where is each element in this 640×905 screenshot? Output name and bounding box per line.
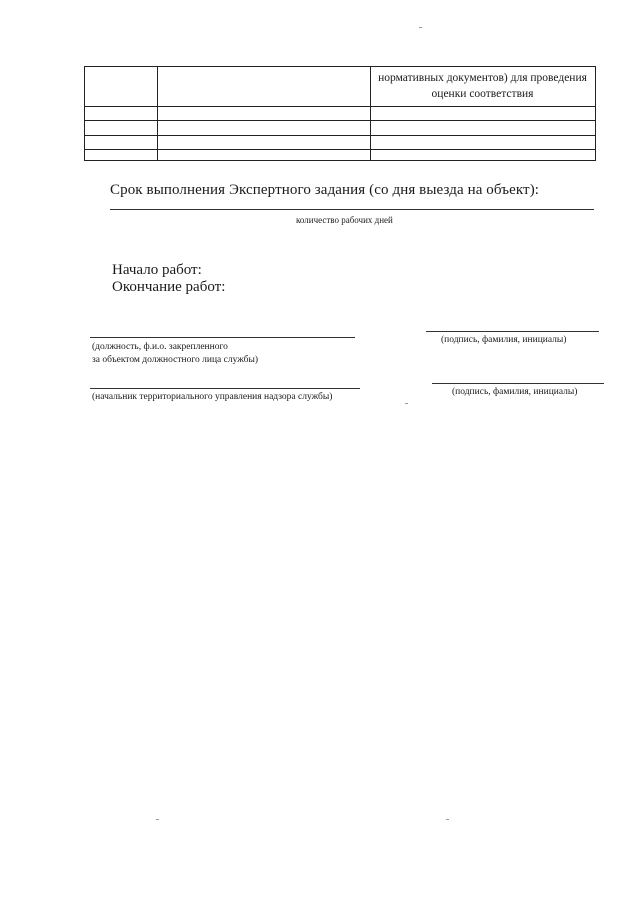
signature-caption-1: (подпись, фамилия, инициалы) xyxy=(441,335,567,345)
table-row-divider xyxy=(85,135,595,136)
end-label: Окончание работ: xyxy=(112,279,226,295)
table-row-divider xyxy=(85,120,595,121)
scan-speck xyxy=(446,819,449,820)
official-signature-line xyxy=(90,337,355,338)
table-column-divider-1 xyxy=(157,67,158,160)
term-underline xyxy=(110,209,594,210)
table-row-divider xyxy=(85,149,595,150)
scan-speck xyxy=(405,403,408,404)
requirements-table xyxy=(84,66,596,161)
signature-line-2 xyxy=(432,383,604,384)
term-label: Срок выполнения Экспертного задания (со дня выезда на объект): xyxy=(110,182,540,198)
start-label: Начало работ: xyxy=(112,262,202,278)
scan-speck xyxy=(156,819,159,820)
table-header-cell: нормативных документов) для проведения оценки соответствия xyxy=(378,72,587,100)
work-dates-block xyxy=(112,262,225,296)
scan-speck xyxy=(419,27,422,28)
term-caption: количество рабочих дней xyxy=(296,215,393,225)
official-caption: (должность, ф.и.о. закрепленного за объектом должностного лица службы) xyxy=(92,342,259,365)
signature-line-1 xyxy=(426,331,599,332)
table-row-divider xyxy=(85,106,595,107)
head-caption: (начальник территориального управления надзора службы) xyxy=(92,392,333,402)
head-signature-line xyxy=(90,388,360,389)
signature-caption-2: (подпись, фамилия, инициалы) xyxy=(452,387,578,397)
